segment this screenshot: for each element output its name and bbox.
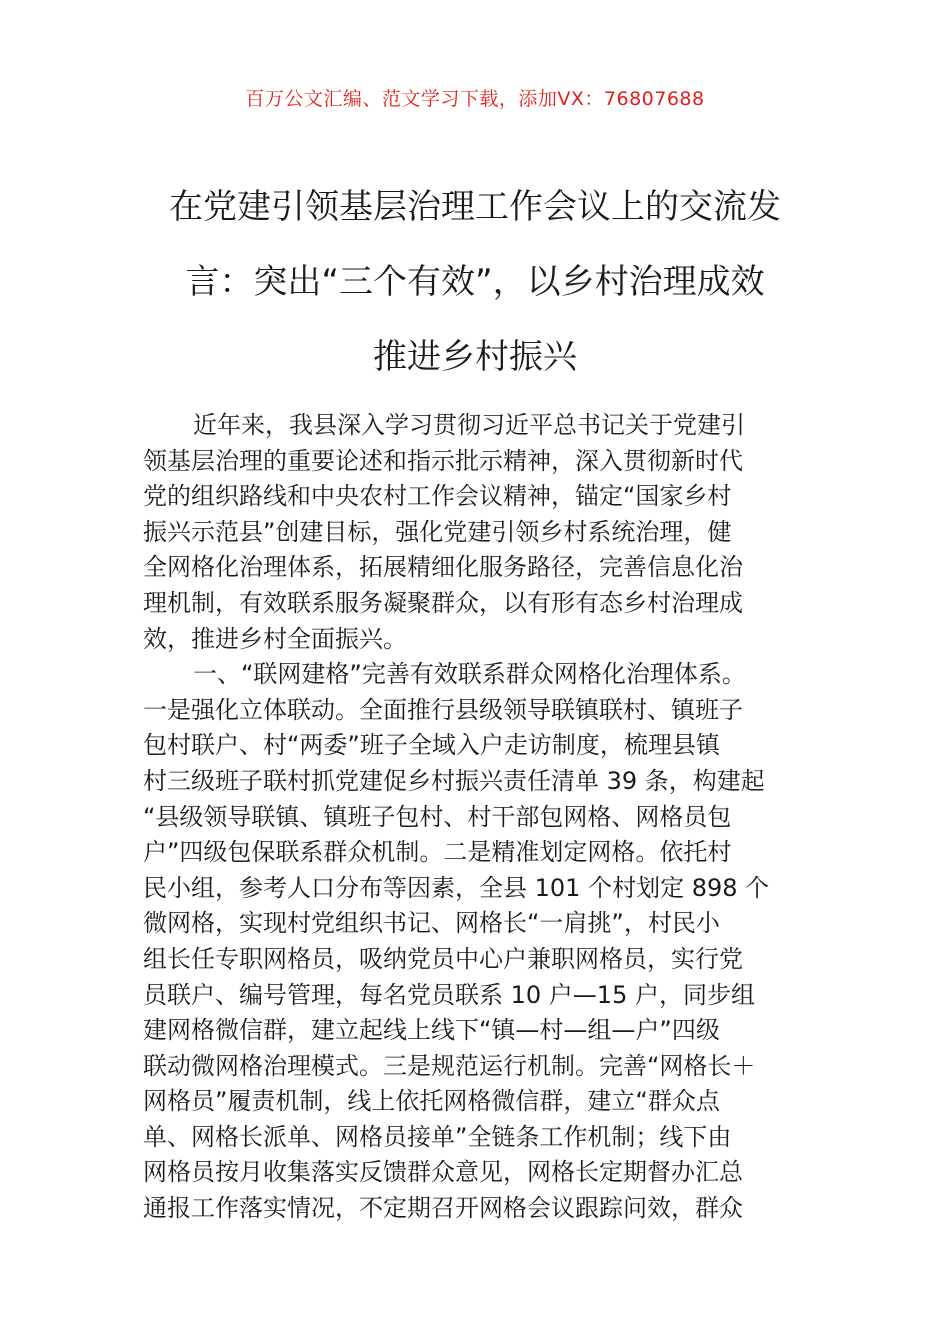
body-line: 民小组，参考人口分布等因素，全县 101 个村划定 898 个 bbox=[143, 873, 770, 902]
body-line: 村三级班子联村抓党建促乡村振兴责任清单 39 条，构建起 bbox=[143, 766, 765, 795]
title-line: 在党建引领基层治理工作会议上的交流发 bbox=[169, 187, 781, 227]
body-line: 党的组织路线和中央农村工作会议精神，锚定“国家乡村 bbox=[143, 482, 732, 511]
body-line: 微网格，实现村党组织书记、网格长“一肩挑”，村民小 bbox=[143, 909, 720, 938]
body-line: 网格员”履责机制，线上依托网格微信群，建立“群众点 bbox=[143, 1087, 720, 1116]
body-line: 全网格化治理体系，拓展精细化服务路径，完善信息化治 bbox=[143, 553, 743, 582]
body-line: 一是强化立体联动。全面推行县级领导联镇联村、镇班子 bbox=[143, 695, 743, 724]
body-line: 户”四级包保联系群众机制。二是精准划定网格。依托村 bbox=[143, 838, 732, 867]
body-line: 包村联户、村“两委”班子全域入户走访制度，梳理县镇 bbox=[143, 731, 720, 760]
body-line: 联动微网格治理模式。三是规范运行机制。完善“网格长＋ bbox=[143, 1051, 756, 1080]
body-line: 建网格微信群，建立起线上线下“镇—村—组—户”四级 bbox=[143, 1016, 720, 1045]
body-line: 通报工作落实情况，不定期召开网格会议跟踪问效，群众 bbox=[143, 1194, 743, 1223]
header-note: 百万公文汇编、范文学习下载，添加VX：76807688 bbox=[245, 88, 705, 110]
body-line: 领基层治理的重要论述和指示批示精神，深入贯彻新时代 bbox=[143, 446, 743, 475]
body-line: “县级领导联镇、镇班子包村、村干部包网格、网格员包 bbox=[143, 802, 732, 831]
body-line: 近年来，我县深入学习贯彻习近平总书记关于党建引 bbox=[193, 411, 745, 439]
body-line: 一、“联网建格”完善有效联系群众网格化治理体系。 bbox=[193, 660, 746, 689]
body-line: 理机制，有效联系服务凝聚群众，以有形有态乡村治理成 bbox=[143, 588, 743, 617]
body-line: 效，推进乡村全面振兴。 bbox=[143, 624, 407, 653]
document-title bbox=[140, 170, 810, 395]
body-line: 网格员按月收集落实反馈群众意见，网格长定期督办汇总 bbox=[143, 1158, 743, 1187]
title-line: 推进乡村振兴 bbox=[373, 337, 577, 377]
title-line: 言：突出“三个有效”，以乡村治理成效 bbox=[185, 262, 765, 302]
body-line: 组长任专职网格员，吸纳党员中心户兼职网格员，实行党 bbox=[143, 944, 743, 973]
body-line: 单、网格长派单、网格员接单”全链条工作机制；线下由 bbox=[143, 1122, 732, 1151]
document-body bbox=[143, 408, 813, 1227]
body-line: 振兴示范县”创建目标，强化党建引领乡村系统治理，健 bbox=[143, 517, 732, 546]
body-line: 员联户、编号管理，每名党员联系 10 户—15 户，同步组 bbox=[143, 980, 755, 1009]
